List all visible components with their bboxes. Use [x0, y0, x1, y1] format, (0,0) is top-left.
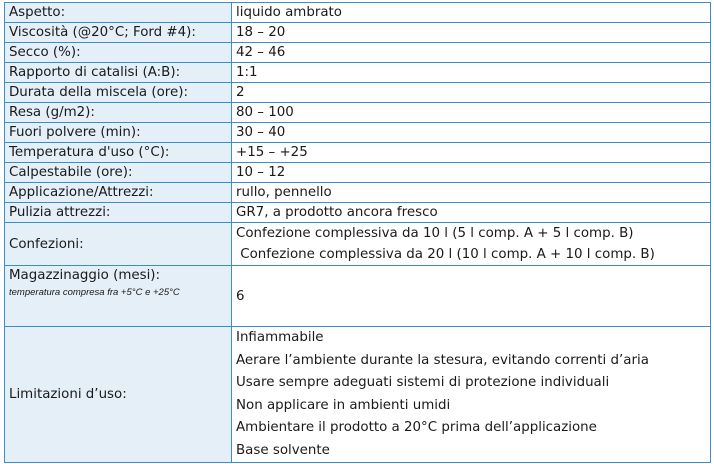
limitazione-item: Usare sempre adeguati sistemi di protezione individuali: [236, 375, 610, 390]
spec-row-calpestabile: [5, 163, 711, 183]
limitazione-item: Aerare l’ambiente durante la stesura, evitando correnti d’aria: [236, 352, 649, 368]
spec-row-limitazioni: [5, 327, 711, 463]
spec-label: Viscosità (@20°C; Ford #4):: [5, 23, 232, 43]
spec-label: Pulizia attrezzi:: [5, 203, 232, 223]
spec-row-aspetto: [5, 3, 711, 23]
spec-value: 2: [232, 83, 711, 103]
spec-label: Secco (%):: [5, 43, 232, 63]
spec-row-temperatura-uso: [5, 143, 711, 163]
spec-value: 42 – 46: [232, 43, 711, 63]
spec-value-list: [232, 327, 711, 463]
spec-value-list: [232, 223, 711, 266]
spec-row-viscosita: [5, 23, 711, 43]
spec-label: Confezioni:: [5, 223, 232, 266]
spec-label: Temperatura d'uso (°C):: [5, 143, 232, 163]
spec-row-magazzinaggio: [5, 266, 711, 327]
confezione-item: Confezione complessiva da 10 l (5 l comp. A + 5 l comp. B): [236, 226, 634, 241]
spec-label: Applicazione/Attrezzi:: [5, 183, 232, 203]
limitazione-item: Base solvente: [236, 442, 330, 458]
spec-label: Rapporto di catalisi (A:B):: [5, 63, 232, 83]
spec-row-applicazione: [5, 183, 711, 203]
storage-temperature-note: temperatura compresa fra +5°C e +25°C: [9, 287, 180, 298]
spec-row-fuori-polvere: [5, 123, 711, 143]
spec-label: Calpestabile (ore):: [5, 163, 232, 183]
limitazione-item: Non applicare in ambienti umidi: [236, 397, 451, 413]
spec-label-group: [5, 266, 232, 327]
spec-value: liquido ambrato: [232, 3, 711, 23]
spec-value: 30 – 40: [232, 123, 711, 143]
spec-row-secco: [5, 43, 711, 63]
technical-spec-table: [4, 2, 711, 463]
spec-row-pulizia: [5, 203, 711, 223]
spec-value: GR7, a prodotto ancora fresco: [232, 203, 711, 223]
spec-label: Durata della miscela (ore):: [5, 83, 232, 103]
spec-value: 10 – 12: [232, 163, 711, 183]
spec-row-confezioni: [5, 223, 711, 266]
spec-label: Fuori polvere (min):: [5, 123, 232, 143]
spec-value: +15 – +25: [232, 143, 711, 163]
spec-label: Resa (g/m2):: [5, 103, 232, 123]
spec-label: Magazzinaggio (mesi):: [9, 268, 161, 283]
spec-row-resa: [5, 103, 711, 123]
spec-value: 6: [232, 266, 711, 327]
limitazione-item: Ambientare il prodotto a 20°C prima dell’applicazione: [236, 420, 597, 435]
spec-label: Limitazioni d’uso:: [5, 327, 232, 463]
spec-value: 18 – 20: [232, 23, 711, 43]
confezione-item: Confezione complessiva da 20 l (10 l comp. A + 10 l comp. B): [236, 247, 655, 262]
limitazione-item: Infiammabile: [236, 330, 324, 345]
spec-value: 80 – 100: [232, 103, 711, 123]
spec-row-rapporto-catalisi: [5, 63, 711, 83]
spec-row-durata-miscela: [5, 83, 711, 103]
spec-value: rullo, pennello: [232, 183, 711, 203]
spec-label: Aspetto:: [5, 3, 232, 23]
spec-value: 1:1: [232, 63, 711, 83]
